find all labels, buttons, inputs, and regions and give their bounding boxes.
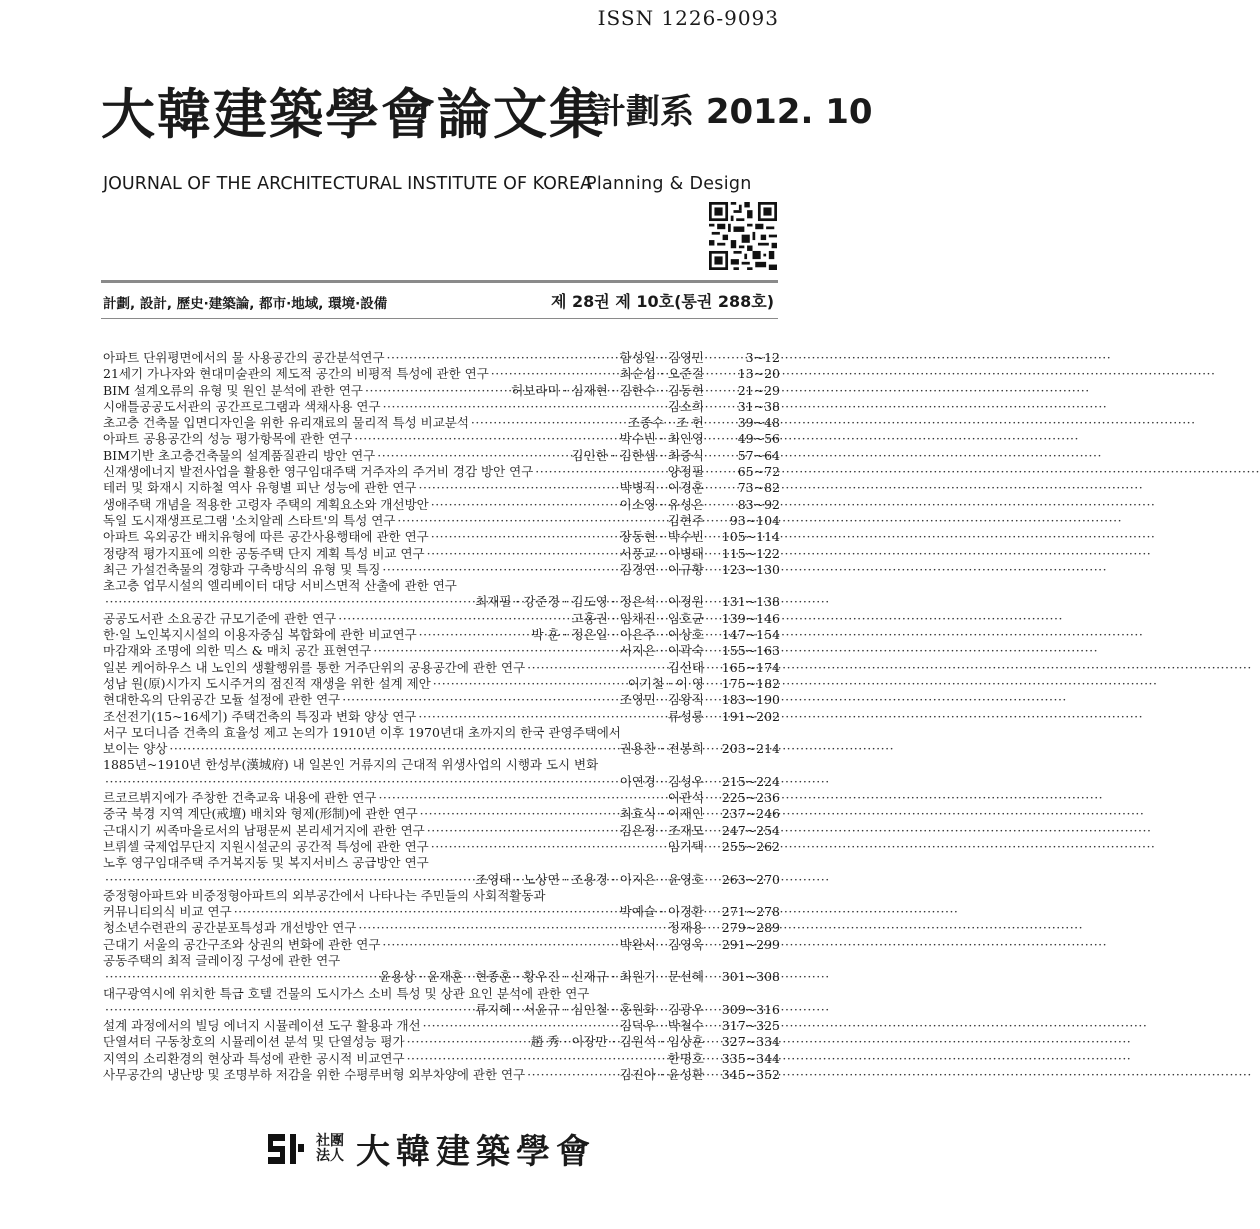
toc-entry-title: 초고층 건축물 입면디자인을 위한 유리재료의 물리적 특성 비교분석 (103, 415, 469, 431)
toc-leader-dots (423, 1018, 618, 1034)
toc-entry-authors: 서지은 · 이곽숙 (619, 643, 704, 659)
toc-entry (103, 529, 780, 545)
toc-entry-pages: 155~163 (721, 643, 780, 659)
toc-entry-pages: 65~72 (737, 464, 780, 480)
toc-entry (103, 480, 780, 496)
toc-entry-pages: 279~289 (721, 920, 780, 936)
toc-entry-title: 커뮤니티의식 비교 연구 (103, 904, 232, 920)
toc-entry-title: 현대한옥의 단위공간 모듈 설정에 관한 연구 (103, 692, 341, 708)
toc-leader-dots (169, 741, 617, 757)
toc-entry (103, 660, 780, 676)
toc-entry-title: 1885년~1910년 한성부(漢城府) 내 일본인 거류지의 근대적 위생사업의 시행과 도시 변화 (103, 757, 599, 773)
toc-entry-title: 시애틀공공도서관의 공간프로그램과 색채사용 연구 (103, 398, 381, 414)
toc-entry-title: 근대시기 씨족마을로서의 남평문씨 본리세거지에 관한 연구 (103, 822, 425, 838)
toc-entry-authors: 조영민 · 김왕직 (619, 692, 704, 708)
toc-entry-title: 브뤼셀 국제업무단지 지원시설군의 공간적 특성에 관한 연구 (103, 838, 429, 854)
toc-entry (103, 546, 780, 562)
toc-entry-authors: 이기철 · 이 영 (627, 675, 704, 691)
publisher-footer (266, 1124, 596, 1173)
toc-leader-dots (418, 709, 665, 725)
toc-entry (103, 464, 780, 480)
toc-entry-authors: 이연경 · 김성우 (619, 773, 704, 789)
toc-entry-authors: 고홍권 · 임채진 · 임호균 (571, 610, 704, 626)
toc-entry-pages: 191~202 (721, 708, 780, 724)
toc-entry (103, 774, 780, 790)
toc-leader-dots (420, 806, 618, 822)
toc-entry (103, 920, 780, 936)
toc-entry-authors: 김진아 · 윤성환 (619, 1067, 704, 1083)
toc-leader-dots (382, 937, 617, 953)
toc-entry-title: 21세기 가나자와 현대미술관의 제도적 공간의 비평적 특성에 관한 연구 (103, 366, 489, 382)
toc-entry (103, 431, 780, 447)
table-of-contents (103, 350, 780, 1083)
header-rule-bottom (101, 318, 778, 319)
toc-leader-dots (397, 513, 665, 529)
society-name: 大韓建築學會 (356, 1132, 596, 1172)
toc-entry-title: 설계 과정에서의 빌딩 에너지 시뮬레이션 도구 활용과 개선 (103, 1018, 421, 1034)
toc-entry-authors: 박예슬 · 이경환 (619, 904, 704, 920)
toc-entry (103, 692, 780, 708)
toc-entry-pages: 309~316 (721, 1001, 780, 1017)
toc-entry-pages: 123~130 (721, 561, 780, 577)
toc-entry-title: 조선전기(15~16세기) 주택건축의 특징과 변화 양상 연구 (103, 708, 417, 724)
toc-entry-pages: 225~236 (721, 790, 780, 806)
toc-entry-authors: 최순섭 · 오준걸 (619, 366, 704, 382)
series-issue: 計劃系 2012. 10 (592, 92, 873, 132)
toc-entry-title: BIM기반 초고층건축물의 설계품질관리 방안 연구 (103, 447, 376, 463)
toc-entry-pages: 237~246 (721, 806, 780, 822)
toc-entry (103, 676, 780, 692)
toc-leader-dots (373, 643, 617, 659)
toc-entry-pages: 131~138 (721, 594, 780, 610)
toc-leader-dots (378, 790, 665, 806)
toc-entry-authors: 최효식 · 이재인 (619, 806, 704, 822)
toc-entry-pages: 73~82 (737, 480, 780, 496)
toc-entry-title: 노후 영구임대주택 주거복지동 및 복지서비스 공급방안 연구 (103, 855, 429, 871)
toc-entry-authors: 김경연 · 이규황 (619, 561, 704, 577)
qr-code-icon (709, 202, 777, 270)
toc-entry (103, 806, 780, 822)
toc-entry (103, 741, 780, 757)
toc-entry-authors: 최재필 · 강준경 · 김도영 · 정은석 · 이정원 (475, 594, 704, 610)
toc-entry-pages: 31~38 (737, 398, 780, 414)
toc-entry (103, 594, 780, 610)
toc-entry-pages: 49~56 (737, 431, 780, 447)
toc-entry-title: 아파트 공용공간의 성능 평가항목에 관한 연구 (103, 431, 353, 447)
toc-entry (103, 627, 780, 643)
toc-entry-authors: 이관석 (667, 790, 704, 806)
toc-entry-pages: 39~48 (737, 415, 780, 431)
toc-entry-authors: 류성룡 (667, 708, 704, 724)
toc-leader-dots (419, 627, 530, 643)
toc-entry-pages: 255~262 (721, 838, 780, 854)
toc-entry-pages: 3~12 (745, 350, 780, 365)
toc-entry (103, 855, 780, 871)
toc-leader-dots (105, 969, 377, 985)
toc-entry-authors: 서풍교 · 이병태 (619, 545, 704, 561)
toc-entry (103, 725, 780, 741)
toc-entry-pages: 291~299 (721, 936, 780, 952)
society-type (316, 1134, 344, 1164)
toc-entry-title: 한·일 노인복지시설의 이용자중심 복합화에 관한 비교연구 (103, 627, 417, 643)
toc-entry (103, 839, 780, 855)
toc-entry-title: 근대기 서울의 공간구조와 상권의 변화에 관한 연구 (103, 936, 381, 952)
toc-leader-dots (383, 399, 666, 415)
toc-entry-pages: 21~29 (737, 382, 780, 398)
toc-entry-authors: 박완서 · 김영욱 (619, 936, 704, 952)
toc-entry (103, 611, 780, 627)
toc-entry-pages: 83~92 (737, 496, 780, 512)
toc-entry-title: 중정형아파트와 비중정형아파트의 외부공간에서 나타나는 주민들의 사회적활동과 (103, 887, 546, 903)
toc-entry-pages: 327~334 (721, 1034, 780, 1050)
toc-entry-pages: 105~114 (721, 529, 780, 545)
toc-entry-title: 초고층 업무시설의 엘리베이터 대당 서비스면적 산출에 관한 연구 (103, 578, 457, 594)
toc-entry-authors: 조영태 · 노상연 · 조용경 · 이지은 · 윤영호 (475, 871, 704, 887)
toc-leader-dots (471, 415, 626, 431)
toc-entry (103, 904, 780, 920)
toc-entry-pages: 115~122 (721, 545, 780, 561)
toc-entry (103, 790, 780, 806)
toc-entry-authors: 조종수 · 조 헌 (627, 415, 704, 431)
toc-entry-title: 독일 도시재생프로그램 '소치알레 스타트'의 특성 연구 (103, 512, 396, 528)
toc-entry-title: 공공도서관 소요공간 규모기준에 관한 연구 (103, 610, 337, 626)
journal-title-cjk: 大韓建築學會論文集 (101, 82, 605, 146)
toc-entry-pages: 271~278 (721, 904, 780, 920)
toc-leader-dots (382, 562, 617, 578)
toc-entry (103, 399, 780, 415)
toc-entry-title: 단열셔터 구동창호의 시뮬레이션 분석 및 단열성능 평가 (103, 1034, 405, 1050)
toc-entry (103, 709, 780, 725)
toc-entry-title: 아파트 단위평면에서의 물 사용공간의 공간분석연구 (103, 350, 385, 365)
toc-entry (103, 513, 780, 529)
toc-entry-title: 서구 모더니즘 건축의 효율성 제고 논의가 1910년 이후 1970년대 초까지의 한국 관영주택에서 (103, 724, 621, 740)
toc-entry-authors: 허보라미 · 심재현 · 김한수 · 김동현 (511, 382, 704, 398)
toc-entry-title: 아파트 옥외공간 배치유형에 따른 공간사용행태에 관한 연구 (103, 529, 429, 545)
toc-leader-dots (427, 546, 618, 562)
toc-entry-authors: 함성일 · 김영민 (619, 350, 704, 365)
journal-title-english: JOURNAL OF THE ARCHITECTURAL INSTITUTE OF KOREA (103, 174, 593, 194)
toc-leader-dots (105, 872, 473, 888)
toc-entry (103, 366, 780, 382)
toc-leader-dots (419, 480, 618, 496)
toc-leader-dots (342, 692, 617, 708)
toc-leader-dots (433, 676, 626, 692)
toc-entry-title: 지역의 소리환경의 현상과 특성에 관한 공시적 비교연구 (103, 1050, 405, 1066)
toc-entry (103, 757, 780, 773)
toc-entry-authors: 김선태 (667, 659, 704, 675)
society-type-top: 社團 (316, 1132, 344, 1149)
toc-leader-dots (358, 920, 665, 936)
toc-leader-dots (427, 823, 618, 839)
toc-entry-pages: 93~104 (729, 512, 780, 528)
issn: ISSN 1226-9093 (597, 6, 779, 30)
toc-entry (103, 953, 780, 969)
toc-leader-dots (431, 839, 666, 855)
volume-issue: 제 28권 제 10호(통권 288호) (551, 292, 775, 311)
toc-entry (103, 643, 780, 659)
toc-entry (103, 937, 780, 953)
toc-entry (103, 350, 780, 366)
toc-entry (103, 497, 780, 513)
toc-leader-dots (535, 464, 666, 480)
toc-entry-authors: 김현주 (667, 512, 704, 528)
toc-entry-pages: 13~20 (737, 366, 780, 382)
toc-entry-authors: 임기택 (667, 838, 704, 854)
subject-fields: 計劃, 設計, 歷史·建築論, 都市·地域, 環境·設備 (103, 296, 388, 312)
toc-entry (103, 823, 780, 839)
toc-entry (103, 562, 780, 578)
toc-leader-dots (105, 774, 618, 790)
toc-entry-authors: 권용찬 · 전봉희 (619, 741, 704, 757)
toc-entry (103, 1051, 780, 1067)
toc-entry-authors: 류지혜 · 서윤규 · 심인철 · 홍원화 · 김광우 (475, 1001, 704, 1017)
toc-entry (103, 1034, 780, 1050)
toc-leader-dots (491, 366, 618, 382)
toc-entry-pages: 263~270 (721, 871, 780, 887)
society-logo-icon (266, 1132, 306, 1166)
toc-entry-authors: 정재용 (667, 920, 704, 936)
toc-entry-pages: 57~64 (737, 447, 780, 463)
toc-entry-title: 신재생에너지 발전사업을 활용한 영구임대주택 거주자의 주거비 경감 방안 연구 (103, 464, 534, 480)
toc-entry-pages: 345~352 (721, 1067, 780, 1083)
toc-entry-authors: 김인한 · 김한샘 · 최중식 (571, 447, 704, 463)
toc-entry-pages: 215~224 (721, 773, 780, 789)
toc-entry-pages: 139~146 (721, 610, 780, 626)
toc-entry-authors: 김소희 (667, 398, 704, 414)
toc-leader-dots (407, 1034, 529, 1050)
toc-leader-dots (387, 350, 618, 366)
toc-entry-title: BIM 설계오류의 유형 및 원인 분석에 관한 연구 (103, 382, 364, 398)
toc-entry-authors: 윤용상 · 윤재훈 · 현종훈 · 황우진 · 신재규 · 최원기 · 문선혜 (378, 969, 704, 985)
society-type-bottom: 法人 (316, 1147, 344, 1164)
toc-entry (103, 1002, 780, 1018)
toc-entry (103, 1067, 780, 1083)
toc-entry-authors: 趙 秀 · 이장만 · 김원석 · 임상훈 (530, 1034, 704, 1050)
toc-entry-title: 공동주택의 최적 글레이징 구성에 관한 연구 (103, 952, 341, 968)
toc-entry (103, 986, 780, 1002)
toc-entry-pages: 301~308 (721, 969, 780, 985)
toc-leader-dots (365, 383, 509, 399)
toc-entry-authors: 박 훈 · 정은일 · 이은주 · 이상호 (531, 627, 704, 643)
journal-track: Planning & Design (586, 174, 752, 194)
toc-entry-authors: 한명호 (667, 1050, 704, 1066)
toc-entry-authors: 이소영 · 유성은 (619, 496, 704, 512)
toc-leader-dots (234, 904, 618, 920)
toc-entry-title: 일본 케어하우스 내 노인의 생활행위를 통한 거주단위의 공용공간에 관한 연구 (103, 659, 526, 675)
toc-leader-dots (431, 529, 618, 545)
toc-entry (103, 969, 780, 985)
toc-entry-title: 르코르뷔지에가 주창한 건축교육 내용에 관한 연구 (103, 790, 377, 806)
toc-entry (103, 383, 780, 399)
toc-leader-dots (354, 431, 617, 447)
toc-entry-title: 생애주택 개념을 적용한 고령자 주택의 계획요소와 개선방안 (103, 496, 429, 512)
toc-entry-pages: 175~182 (721, 675, 780, 691)
toc-leader-dots (527, 660, 666, 676)
toc-entry-pages: 183~190 (721, 692, 780, 708)
toc-leader-dots (377, 448, 569, 464)
toc-entry-title: 사무공간의 냉난방 및 조명부하 저감을 위한 수평루버형 외부차양에 관한 연구 (103, 1067, 526, 1083)
toc-entry-pages: 165~174 (721, 659, 780, 675)
toc-entry (103, 888, 780, 904)
toc-entry-pages: 247~254 (721, 822, 780, 838)
toc-entry (103, 872, 780, 888)
toc-leader-dots (105, 1002, 473, 1018)
toc-leader-dots (431, 497, 618, 513)
toc-entry-title: 청소년수련관의 공간분포특성과 개선방안 연구 (103, 920, 357, 936)
toc-entry-title: 성남 원(原)시가지 도시주거의 점진적 재생을 위한 설계 제안 (103, 675, 431, 691)
toc-entry-title: 정량적 평가지표에 의한 공동주택 단지 계획 특성 비교 연구 (103, 545, 425, 561)
toc-entry (103, 448, 780, 464)
toc-entry-pages: 147~154 (721, 627, 780, 643)
toc-entry-title: 보이는 양상 (103, 741, 168, 757)
toc-entry-title: 중국 북경 지역 계단(戒壇) 배치와 형제(形制)에 관한 연구 (103, 806, 418, 822)
toc-leader-dots (407, 1051, 666, 1067)
toc-entry-title: 테러 및 화재시 지하철 역사 유형별 피난 성능에 관한 연구 (103, 480, 417, 496)
toc-entry-pages: 335~344 (721, 1050, 780, 1066)
toc-entry-pages: 317~325 (721, 1018, 780, 1034)
toc-leader-dots (338, 611, 569, 627)
header-rule (101, 280, 778, 283)
toc-entry (103, 415, 780, 431)
toc-entry-authors: 김덕우 · 박철수 (619, 1018, 704, 1034)
toc-entry-authors: 박수빈 · 최인영 (619, 431, 704, 447)
toc-entry-title: 최근 가설건축물의 경향과 구축방식의 유형 및 특징 (103, 561, 381, 577)
toc-entry (103, 1018, 780, 1034)
toc-entry-pages: 203~214 (721, 741, 780, 757)
toc-entry (103, 578, 780, 594)
toc-entry-authors: 장동현 · 박수빈 (619, 529, 704, 545)
toc-entry-title: 마감재와 조명에 의한 믹스 & 매치 공간 표현연구 (103, 643, 372, 659)
toc-entry-authors: 박병직 · 이경훈 (619, 480, 704, 496)
toc-leader-dots (105, 594, 473, 610)
toc-entry-title: 대구광역시에 위치한 특급 호텔 건물의 도시가스 소비 특성 및 상관 요인 분석에 관한 연구 (103, 985, 590, 1001)
toc-entry-authors: 김은정 · 조재모 (619, 822, 704, 838)
toc-entry-authors: 양정필 (667, 464, 704, 480)
toc-leader-dots (527, 1067, 617, 1083)
